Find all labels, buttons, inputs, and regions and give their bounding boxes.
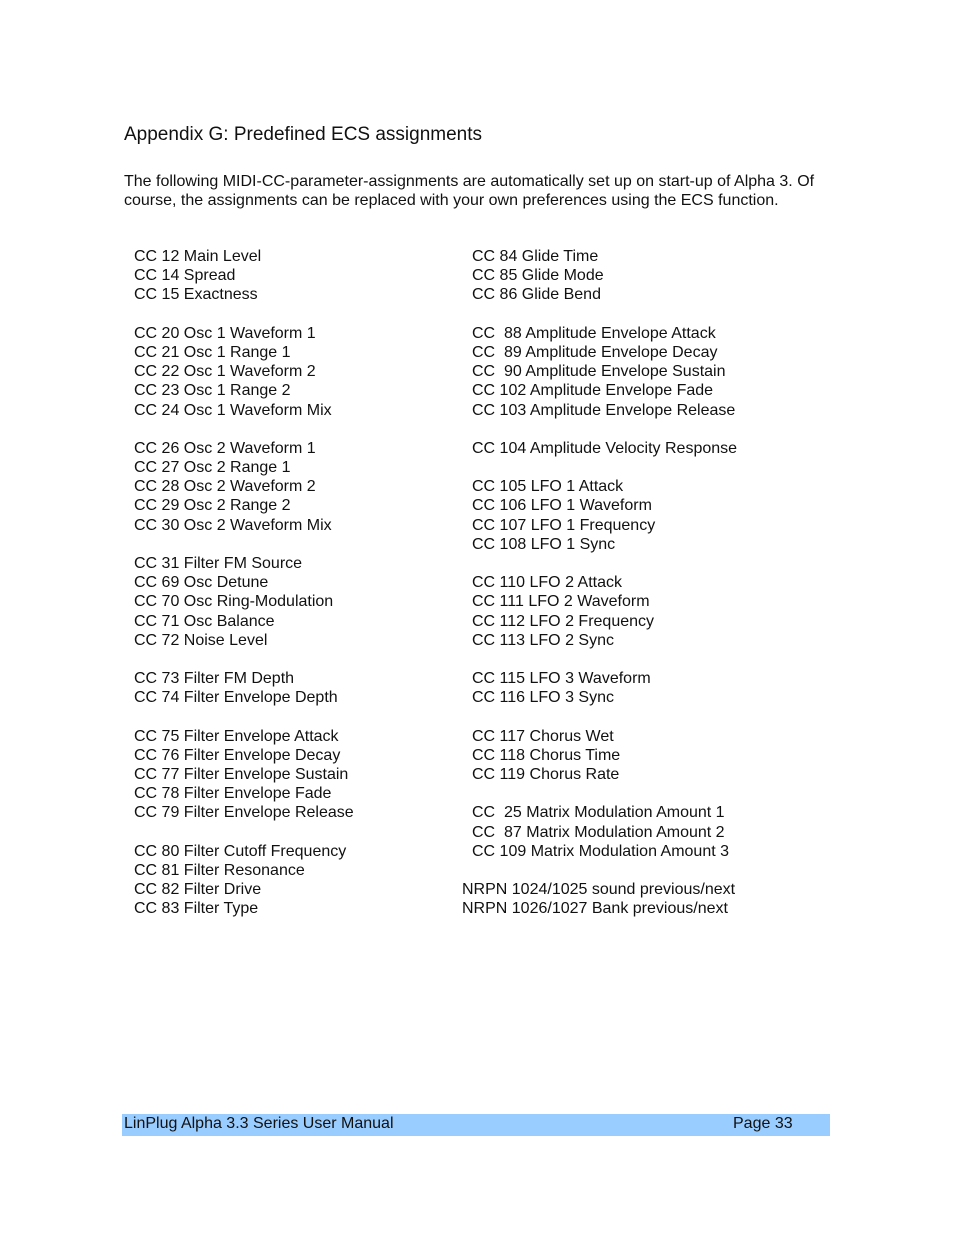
assignment-line: CC 79 Filter Envelope Release <box>134 804 354 822</box>
assignment-line: CC 75 Filter Envelope Attack <box>134 727 339 745</box>
blank-line <box>472 420 737 439</box>
footer-page-number: Page 33 <box>733 1115 793 1132</box>
assignment-line: CC 102 Amplitude Envelope Fade <box>472 382 714 400</box>
blank-line <box>472 305 737 324</box>
blank-line <box>134 420 354 439</box>
assignment-line: CC 23 Osc 1 Range 2 <box>134 382 291 400</box>
assignment-line: CC 118 Chorus Time <box>472 746 621 764</box>
blank-line <box>134 823 354 842</box>
assignment-line: NRPN 1024/1025 sound previous/next <box>462 881 736 899</box>
assignment-line: CC 78 Filter Envelope Fade <box>134 785 332 803</box>
assignment-line: CC 69 Osc Detune <box>134 574 269 592</box>
assignment-line: CC 74 Filter Envelope Depth <box>134 689 338 707</box>
assignment-line: CC 30 Osc 2 Waveform Mix <box>134 516 332 534</box>
assignment-line: CC 88 Amplitude Envelope Attack <box>472 324 716 342</box>
assignment-line: CC 89 Amplitude Envelope Decay <box>472 343 718 361</box>
assignment-line: CC 86 Glide Bend <box>472 286 601 304</box>
assignment-line: CC 90 Amplitude Envelope Sustain <box>472 363 726 381</box>
assignment-line: CC 12 Main Level <box>134 248 262 265</box>
assignment-line: CC 82 Filter Drive <box>134 881 262 899</box>
assignment-line: CC 85 Glide Mode <box>472 267 604 285</box>
assignment-line: CC 105 LFO 1 Attack <box>472 478 624 496</box>
assignment-line: CC 70 Osc Ring-Modulation <box>134 593 334 611</box>
assignment-line: CC 83 Filter Type <box>134 900 259 918</box>
blank-line <box>472 784 737 803</box>
assignment-line: CC 77 Filter Envelope Sustain <box>134 766 349 784</box>
assignment-line: CC 31 Filter FM Source <box>134 555 303 572</box>
assignment-line: CC 26 Osc 2 Waveform 1 <box>134 439 316 457</box>
assignment-line: CC 117 Chorus Wet <box>472 727 614 745</box>
assignment-line: CC 84 Glide Time <box>472 248 599 265</box>
assignment-line: CC 76 Filter Envelope Decay <box>134 746 341 764</box>
assignment-line: CC 71 Osc Balance <box>134 612 275 630</box>
assignment-line: CC 20 Osc 1 Waveform 1 <box>134 324 316 342</box>
assignment-line: CC 15 Exactness <box>134 286 258 304</box>
blank-line <box>134 650 354 669</box>
assignment-line: CC 115 LFO 3 Waveform <box>472 670 651 688</box>
assignment-line: CC 80 Filter Cutoff Frequency <box>134 842 347 860</box>
assignment-line: CC 73 Filter FM Depth <box>134 670 295 688</box>
blank-line <box>472 458 737 477</box>
assignment-line: CC 22 Osc 1 Waveform 2 <box>134 363 316 381</box>
footer-bar <box>122 1114 830 1136</box>
assignment-line: CC 27 Osc 2 Range 1 <box>134 459 291 477</box>
assignment-line: CC 103 Amplitude Envelope Release <box>472 401 736 419</box>
blank-line <box>134 708 354 727</box>
assignment-line: CC 14 Spread <box>134 267 236 285</box>
assignment-line: CC 24 Osc 1 Waveform Mix <box>134 401 332 419</box>
cc-assignments-right-column <box>462 247 738 919</box>
cc-assignments-left-column <box>134 247 354 919</box>
footer-manual-title: LinPlug Alpha 3.3 Series User Manual <box>124 1115 394 1132</box>
assignment-line: NRPN 1026/1027 Bank previous/next <box>462 900 728 918</box>
intro-paragraph: The following MIDI-CC-parameter-assignments are automatically set up on start-up of Alpha 3. Of course, the assignments can be replaced with your own preferences using the ECS function. <box>124 173 815 210</box>
assignment-line: CC 104 Amplitude Velocity Response <box>472 439 738 457</box>
assignment-line: CC 72 Noise Level <box>134 631 268 649</box>
assignment-line: CC 108 LFO 1 Sync <box>472 535 616 553</box>
blank-line <box>472 861 737 880</box>
assignment-line: CC 109 Matrix Modulation Amount 3 <box>472 842 730 860</box>
blank-line <box>472 650 737 669</box>
blank-line <box>472 708 737 727</box>
assignment-line: CC 29 Osc 2 Range 2 <box>134 497 291 515</box>
assignment-line: CC 113 LFO 2 Sync <box>472 631 614 649</box>
assignment-line: CC 111 LFO 2 Waveform <box>472 593 650 611</box>
assignment-line: CC 112 LFO 2 Frequency <box>472 612 655 630</box>
assignment-line: CC 21 Osc 1 Range 1 <box>134 343 291 361</box>
assignment-line: CC 87 Matrix Modulation Amount 2 <box>472 823 725 841</box>
assignment-line: CC 107 LFO 1 Frequency <box>472 516 656 534</box>
assignment-line: CC 28 Osc 2 Waveform 2 <box>134 478 316 496</box>
assignment-line: CC 116 LFO 3 Sync <box>472 689 614 707</box>
assignment-line: CC 81 Filter Resonance <box>134 862 305 879</box>
blank-line <box>134 305 354 324</box>
assignment-line: CC 25 Matrix Modulation Amount 1 <box>472 804 725 822</box>
assignment-line: CC 110 LFO 2 Attack <box>472 574 622 592</box>
blank-line <box>472 554 737 573</box>
assignment-line: CC 119 Chorus Rate <box>472 766 620 784</box>
blank-line <box>134 535 354 554</box>
page-title: Appendix G: Predefined ECS assignments <box>124 124 483 145</box>
assignment-line: CC 106 LFO 1 Waveform <box>472 497 652 515</box>
